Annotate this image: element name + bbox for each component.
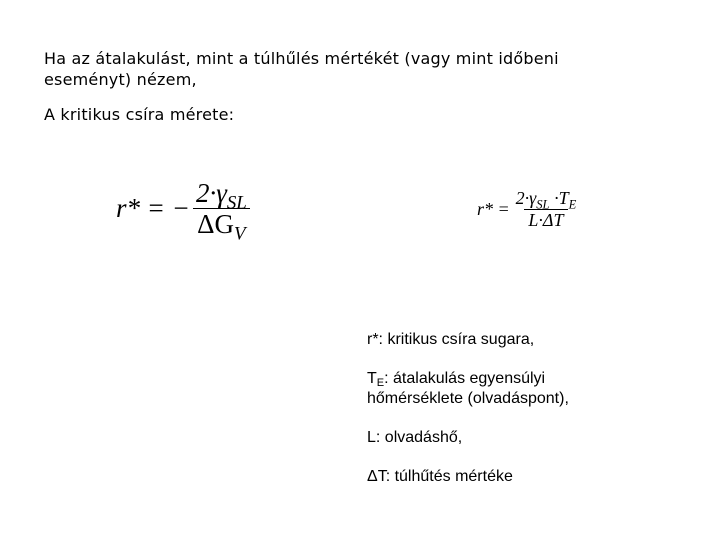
legend-item-r: r*: kritikus csíra sugara, xyxy=(367,331,535,348)
intro-line-2: eseményt) nézem, xyxy=(44,70,197,89)
formula-denominator: $\Delta G_V$ xyxy=(193,208,249,239)
symbol-legend xyxy=(367,330,697,506)
formula-lhs: r* = xyxy=(477,199,510,219)
critical-radius-formula-free-energy xyxy=(116,178,251,245)
formula-lhs: r* = − xyxy=(116,193,190,223)
section-heading: A kritikus csíra mérete: xyxy=(44,105,235,124)
legend-item-l: L: olvadáshő, xyxy=(367,429,463,446)
formula-denominator: L·ΔT xyxy=(524,209,567,231)
formula-numerator: $2\cdot\gamma_{SL} \cdot T_E$ xyxy=(515,188,577,212)
formula-numerator: $2\cdot\gamma_{SL}$ xyxy=(195,178,247,214)
formula-fraction xyxy=(192,178,251,245)
intro-text xyxy=(44,48,664,90)
formula-fraction xyxy=(512,188,581,231)
critical-radius-formula-undercooling xyxy=(477,188,580,231)
intro-line-1: Ha az átalakulást, mint a túlhűlés mértékét (vagy mint időbeni xyxy=(44,49,559,68)
legend-item-te: TE: átalakulás egyensúlyi hőmérséklete (olvadáspont), xyxy=(367,370,569,407)
legend-item-dt: ΔT: túlhűtés mértéke xyxy=(367,468,513,485)
